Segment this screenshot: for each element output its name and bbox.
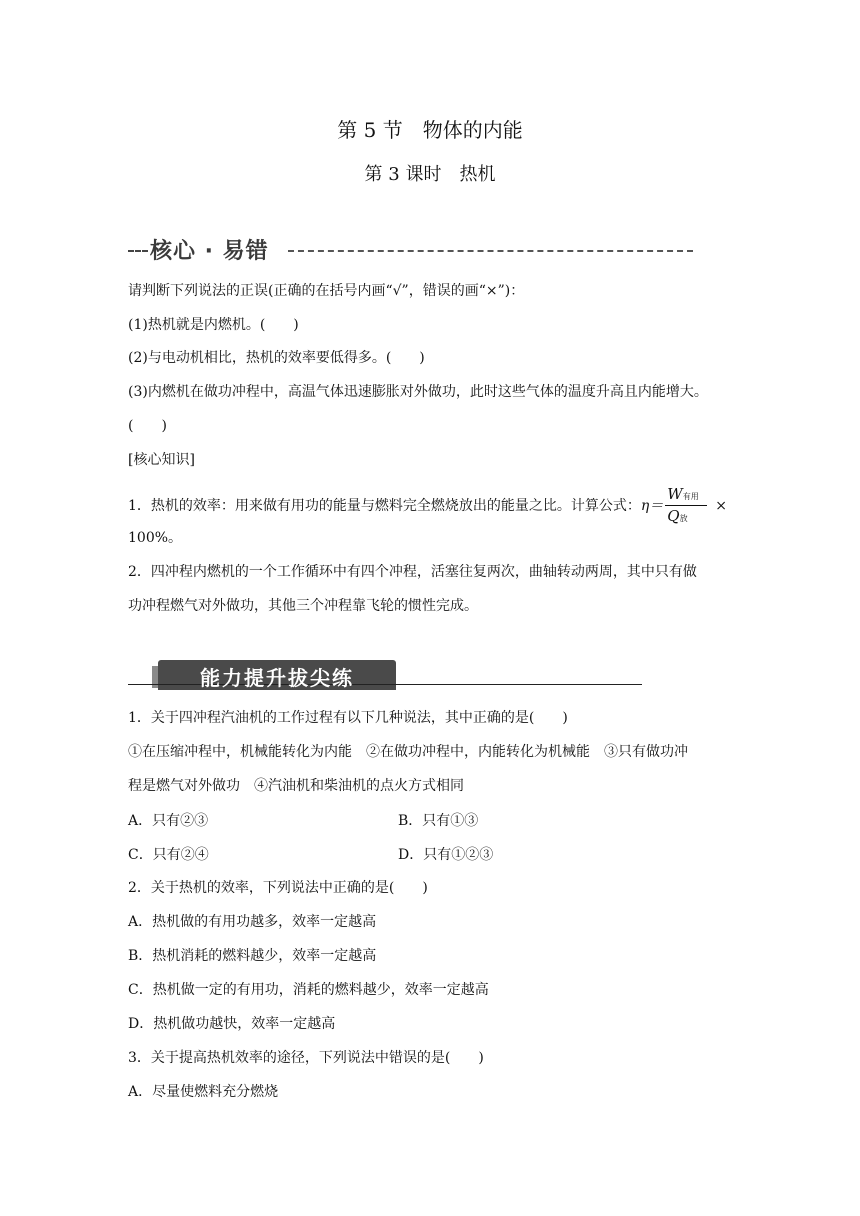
eta-symbol: η＝ xyxy=(640,498,664,514)
question-1-option-a: A．只有②③ xyxy=(128,813,209,829)
knowledge-point-1-cont: 100%。 xyxy=(128,530,183,546)
section-ability-header xyxy=(128,660,642,692)
section-ability-title: 能力提升拔尖练 xyxy=(200,666,354,690)
knowledge-point-2-line-1: 2．四冲程内燃机的一个工作循环中有四个冲程，活塞往复两次，曲轴转动两周，其中只有做 xyxy=(128,564,697,580)
section-core-title: 核心 · 易错 xyxy=(150,239,269,264)
section-dash-right xyxy=(288,250,693,252)
fraction-numerator: W有用 xyxy=(667,485,699,503)
judge-item-1: (1)热机就是内燃机。( ) xyxy=(128,317,299,333)
fraction-denominator: Q放 xyxy=(667,507,688,525)
question-1-desc-line-1: ①在压缩冲程中，机械能转化为内能 ②在做功冲程中，内能转化为机械能 ③只有做功冲 xyxy=(128,744,688,760)
question-2-option-a: A．热机做的有用功越多，效率一定越高 xyxy=(128,914,377,930)
question-1-stem: 1．关于四冲程汽油机的工作过程有以下几种说法，其中正确的是( ) xyxy=(128,710,568,726)
question-2-option-c: C．热机做一定的有用功，消耗的燃料越少，效率一定越高 xyxy=(128,982,489,998)
question-1-option-d: D．只有①②③ xyxy=(398,847,494,863)
judge-item-3-bracket: ( ) xyxy=(128,418,167,434)
judge-intro: 请判断下列说法的正误(正确的在括号内画“√”，错误的画“×”)： xyxy=(128,283,525,299)
section-dash-left xyxy=(128,250,148,252)
page-title: 第 5 节 物体的内能 xyxy=(337,118,523,142)
times-symbol: × xyxy=(715,498,728,514)
question-2-stem: 2．关于热机的效率，下列说法中正确的是( ) xyxy=(128,880,428,896)
knowledge-label: [核心知识] xyxy=(128,452,195,468)
question-2-option-d: D．热机做功越快，效率一定越高 xyxy=(128,1016,336,1032)
page-subtitle: 第 3 课时 热机 xyxy=(364,164,496,185)
knowledge-point-2-line-2: 功冲程燃气对外做功，其他三个冲程靠飞轮的惯性完成。 xyxy=(128,598,478,614)
question-3-stem: 3．关于提高热机效率的途径，下列说法中错误的是( ) xyxy=(128,1050,484,1066)
knowledge-point-1-text: 1．热机的效率：用来做有用功的能量与燃料完全燃烧放出的能量之比。计算公式： xyxy=(128,498,641,514)
judge-item-2: (2)与电动机相比，热机的效率要低得多。( ) xyxy=(128,350,425,366)
question-1-option-b: B．只有①③ xyxy=(398,813,479,829)
section-core-header xyxy=(128,234,693,268)
question-1-option-c: C．只有②④ xyxy=(128,847,209,863)
knowledge-point-1 xyxy=(128,486,727,526)
judge-item-3: (3)内燃机在做功冲程中，高温气体迅速膨胀对外做功，此时这些气体的温度升高且内能增大。 xyxy=(128,384,708,400)
question-2-option-b: B．热机消耗的燃料越少，效率一定越高 xyxy=(128,948,377,964)
question-1-desc-line-2: 程是燃气对外做功 ④汽油机和柴油机的点火方式相同 xyxy=(128,778,464,794)
efficiency-fraction xyxy=(665,486,713,526)
question-3-option-a: A．尽量使燃料充分燃烧 xyxy=(128,1084,279,1100)
